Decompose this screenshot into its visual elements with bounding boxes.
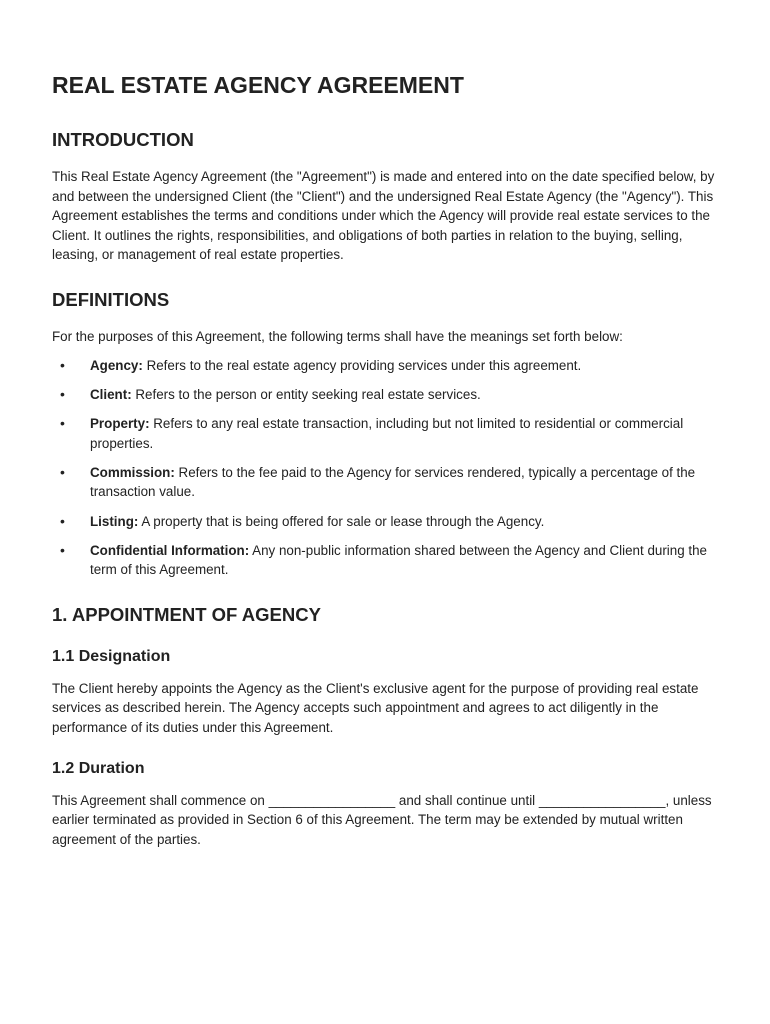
designation-heading: 1.1 Designation	[52, 647, 171, 665]
definition-item-property	[52, 414, 718, 453]
designation-text: The Client hereby appoints the Agency as the Client's exclusive agent for the purpose of providing real estate services as described herein. The Agency accepts such appointment and agrees to act diligently in the performance of its duties under this Agreement.	[52, 680, 699, 736]
definition-text: A property that is being offered for sale or lease through the Agency.	[138, 513, 545, 529]
definition-item-client	[52, 385, 718, 405]
definition-text: Refers to the fee paid to the Agency for services rendered, typically a percentage of the transaction value.	[90, 464, 696, 500]
duration-subsection	[52, 760, 718, 850]
definition-text: Refers to the real estate agency providing services under this agreement.	[142, 357, 582, 373]
definition-term: Client:	[90, 386, 132, 402]
bullet-icon: •	[60, 385, 65, 402]
definition-item-confidential	[52, 541, 718, 580]
definition-item-listing	[52, 512, 718, 532]
definitions-section	[52, 289, 718, 580]
duration-text: This Agreement shall commence on _________________ and shall continue until _________________, unless earlier terminated as provided in Section 6 of this Agreement. The term may be extended by mutual written agreement of the parties.	[52, 792, 712, 847]
bullet-icon: •	[60, 463, 65, 480]
definitions-lead: For the purposes of this Agreement, the following terms shall have the meanings set forth below:	[52, 328, 623, 344]
definition-text: Refers to the person or entity seeking real estate services.	[131, 386, 481, 402]
document-title: REAL ESTATE AGENCY AGREEMENT	[52, 72, 464, 98]
definition-term: Listing:	[90, 513, 139, 529]
definition-term: Commission:	[90, 464, 175, 480]
appointment-heading: 1. APPOINTMENT OF AGENCY	[52, 603, 321, 625]
duration-heading: 1.2 Duration	[52, 759, 145, 777]
designation-subsection	[52, 648, 718, 738]
definition-term: Agency:	[90, 357, 143, 373]
definition-text: Any non-public information shared between the Agency and Client during the term of this Agreement.	[90, 542, 707, 578]
bullet-icon: •	[60, 356, 65, 373]
introduction-section	[52, 129, 718, 265]
definitions-list	[52, 356, 718, 580]
definition-item-agency	[52, 356, 718, 376]
introduction-text: This Real Estate Agency Agreement (the "Agreement") is made and entered into on the date specified below, by and between the undersigned Client (the "Client") and the undersigned Real Estate Agency (the "Agency"). This Agreement establishes the terms and conditions under which the Agency will provide real estate services to the Client. It outlines the rights, responsibilities, and obligations of both parties in relation to the buying, selling, leasing, or management of real estate properties.	[52, 169, 715, 263]
introduction-heading: INTRODUCTION	[52, 129, 194, 150]
bullet-icon: •	[60, 512, 65, 529]
definition-text: Refers to any real estate transaction, including but not limited to residential or commercial properties.	[90, 415, 684, 451]
bullet-icon: •	[60, 541, 65, 558]
definitions-heading: DEFINITIONS	[52, 288, 170, 310]
bullet-icon: •	[60, 414, 65, 431]
definition-term: Confidential Information:	[90, 542, 250, 558]
definition-term: Property:	[90, 415, 150, 431]
definition-item-commission	[52, 463, 718, 502]
appointment-section	[52, 604, 718, 850]
